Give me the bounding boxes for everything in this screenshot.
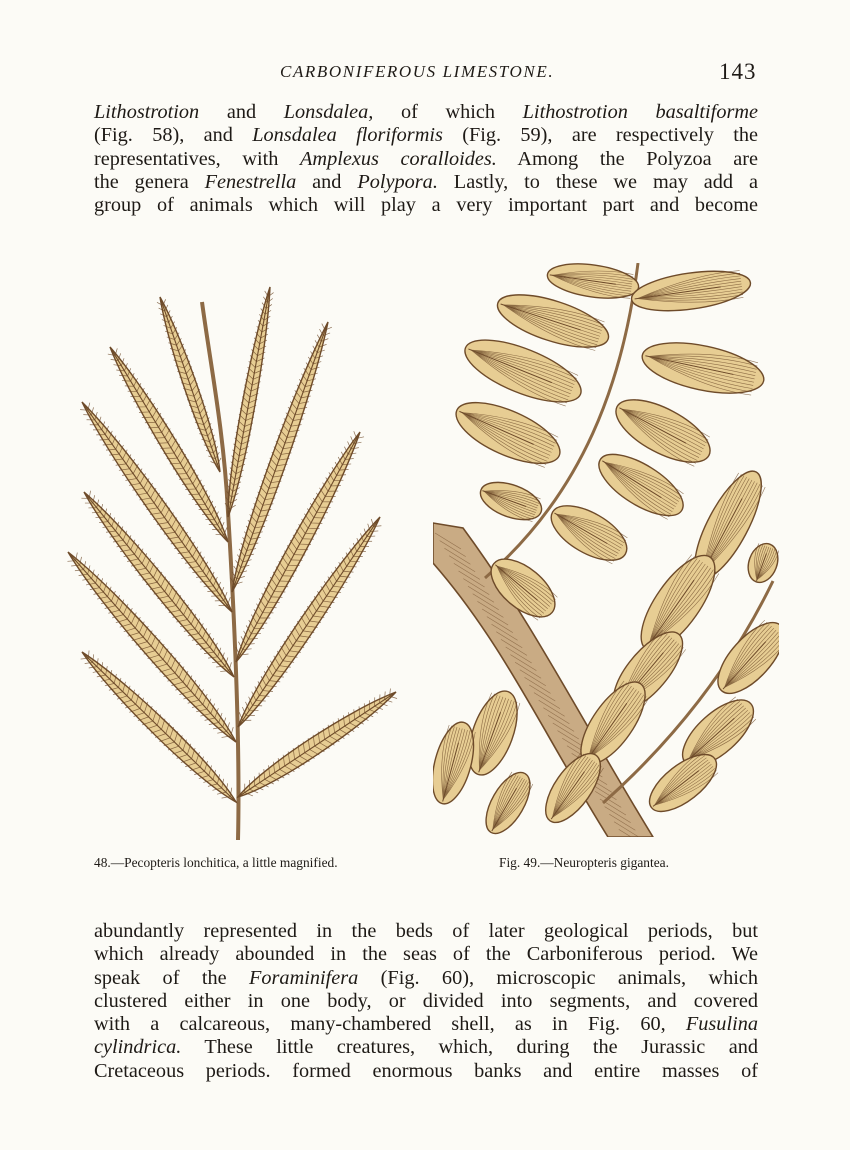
text-run: Lastly, to these we may add a [437, 170, 758, 193]
italic-term: cylindrica. [94, 1036, 182, 1059]
fern-pinnule [543, 495, 636, 572]
fern-pinnule [545, 263, 641, 303]
text-line [94, 943, 758, 966]
text-run: the genera [94, 170, 205, 193]
running-head [0, 59, 850, 86]
fern-pinnule [707, 612, 779, 704]
text-line [94, 1036, 758, 1059]
fern-pinnule [448, 390, 568, 476]
running-title: CARBONIFEROUS LIMESTONE. [280, 62, 555, 81]
text-run: group of animals which will play a very important part and become [94, 194, 758, 217]
text-run: (Fig. 59), are respectively the [442, 124, 758, 147]
text-run: Cretaceous periods. formed enormous banks and entire masses of [94, 1059, 758, 1082]
text-run: with a calcareous, many-chambered shell, as in Fig. 60, [94, 1013, 686, 1036]
page-number: 143 [719, 59, 757, 84]
text-run: and [199, 101, 284, 123]
figure-48-pecopteris-illustration [60, 282, 412, 840]
fern-pinnule [629, 265, 753, 317]
bottom-paragraph [94, 920, 758, 1083]
text-line [94, 194, 758, 217]
text-line [94, 101, 758, 124]
text-line [94, 920, 758, 943]
text-run: which already abounded in the seas of the Carboniferous period. We [94, 943, 758, 966]
text-line [94, 148, 758, 171]
text-run: of which [373, 101, 523, 123]
text-run: and [296, 170, 358, 193]
italic-term: Fenestrella [204, 170, 297, 193]
text-run: Among the Polyzoa are [496, 147, 758, 170]
top-paragraph [94, 101, 758, 217]
text-line [94, 990, 758, 1013]
text-line [94, 1060, 758, 1083]
figure-48-caption: 48.—Pecopteris lonchitica, a little magnified. [94, 855, 338, 870]
italic-term: Lonsdalea, [283, 101, 374, 123]
italic-term: Lithostrotion basaltiforme [522, 101, 759, 123]
text-run: speak of the [94, 966, 249, 989]
italic-term: Polypora. [357, 170, 438, 193]
text-run: clustered either in one body, or divided into segments, and covered [94, 989, 758, 1012]
text-run: (Fig. 60), microscopic animals, which [358, 966, 759, 989]
italic-term: Foraminifera [249, 966, 359, 989]
italic-term: Lithostrotion [94, 101, 200, 123]
text-line [94, 1013, 758, 1036]
italic-term: Fusulina [685, 1013, 758, 1036]
text-line [94, 967, 758, 990]
fern-pinnule [477, 766, 539, 837]
fern-pinnule [638, 334, 768, 403]
figure-49-caption: Fig. 49.—Neuropteris gigantea. [499, 855, 669, 870]
fern-pinnule [743, 539, 779, 586]
text-line [94, 171, 758, 194]
text-run: representatives, with [94, 147, 301, 170]
italic-term: Lonsdalea floriformis [252, 124, 443, 147]
text-line [94, 124, 758, 147]
text-run: abundantly represented in the beds of later geological periods, but [94, 920, 758, 942]
fern-pinnule [475, 475, 546, 527]
text-run: These little creatures, which, during the Jurassic and [181, 1036, 758, 1059]
figure-49-neuropteris-illustration [433, 263, 779, 837]
italic-term: Amplexus coralloides. [300, 147, 497, 170]
text-run: (Fig. 58), and [94, 124, 253, 147]
